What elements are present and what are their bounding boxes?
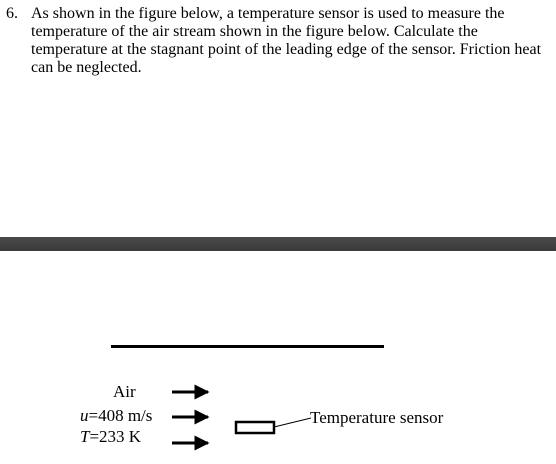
sensor-figure [0,251,556,464]
air-label: Air [113,382,136,401]
problem-line: As shown in the figure below, a temperature sensor is used to measure the [31,5,505,22]
problem-text [31,5,551,77]
sensor-rect-icon [236,422,274,433]
problem-line: can be neglected. [31,59,142,76]
sensor-label: Temperature sensor [310,408,444,427]
velocity-value: =408 m/s [88,406,153,425]
sensor-leader-line [274,418,311,427]
temperature-value: =233 K [89,427,142,446]
velocity-symbol: u [80,406,89,425]
problem-number: 6. [6,5,18,22]
problem-line: temperature at the stagnant point of the leading edge of the sensor. Friction heat [31,41,542,58]
page-divider-bar [0,237,556,251]
temperature-label [80,427,141,447]
velocity-label [80,406,152,426]
temperature-symbol: T [80,427,90,446]
problem-line: temperature of the air stream shown in the figure below. Calculate the [31,23,478,40]
